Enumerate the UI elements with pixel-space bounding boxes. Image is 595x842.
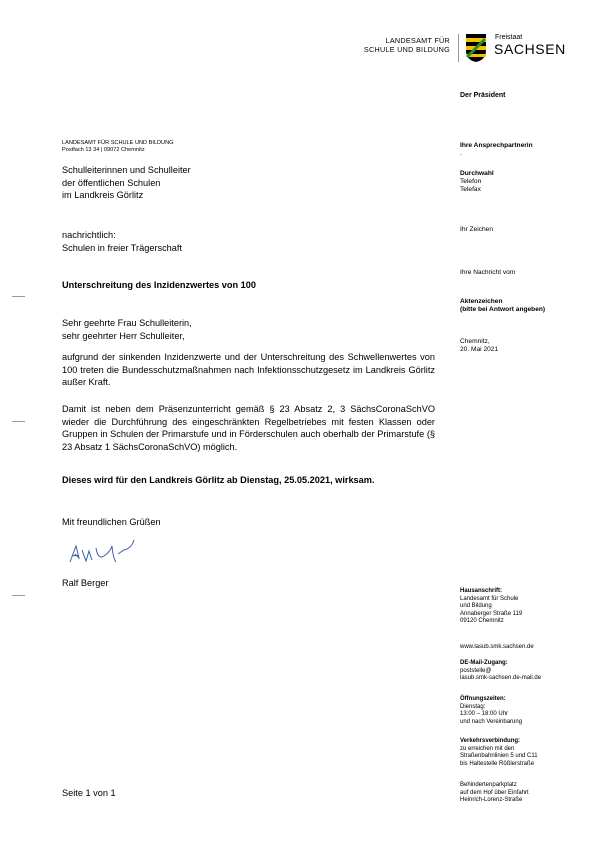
demail-block	[460, 660, 590, 683]
aktenzeichen-note: (bitte bei Antwort angeben)	[460, 306, 546, 313]
sender-line2: Postfach 13 34 | 09072 Chemnitz	[62, 147, 145, 153]
place-label: Chemnitz,	[460, 338, 490, 345]
transport-line: zu erreichen mit den	[460, 745, 515, 752]
hausanschrift-line: und Bildung	[460, 603, 492, 610]
letter-date: 20. Mai 2021	[460, 346, 499, 353]
date-block	[460, 338, 590, 354]
aktenzeichen-block	[460, 298, 590, 314]
aktenzeichen-label: Aktenzeichen	[460, 298, 503, 305]
parking-line: Behindertenparkplatz	[460, 782, 517, 788]
transport-block	[460, 738, 590, 768]
recipient-address	[62, 164, 191, 202]
body-paragraph-1: aufgrund der sinkenden Inzidenzwerte und der Unterschreitung des Schwellenwertes von 100 treten die Bundesschutzmaßnahmen nach Infektionsschutzgesetz im Landkreis Görlitz außer Kraft.	[62, 352, 435, 387]
demail-line[interactable]: lasub.smk-sachsen.de-mail.de	[460, 675, 542, 682]
hours-line: 13:00 – 18:00 Uhr	[460, 711, 509, 718]
demail-label: DE-Mail-Zugang:	[460, 660, 508, 666]
signer-name: Ralf Berger	[62, 578, 109, 588]
fold-mark	[12, 296, 25, 297]
cc-label: nachrichtlich:	[62, 230, 116, 240]
durchwahl-label: Durchwahl	[460, 170, 494, 177]
contact-label: Ihre Ansprechpartnerin	[460, 142, 533, 149]
phone-block	[460, 170, 590, 194]
agency-name-line1: LANDESAMT FÜR	[385, 36, 450, 45]
sender-line1: LANDESAMT FÜR SCHULE UND BILDUNG	[62, 140, 174, 146]
parking-line: Heinrich-Lorenz-Straße	[460, 797, 523, 804]
hours-label: Öffnungszeiten:	[460, 696, 506, 702]
sachsen-label: SACHSEN	[494, 41, 566, 57]
greeting	[62, 317, 192, 342]
hausanschrift-label: Hausanschrift:	[460, 588, 503, 594]
hours-line: und nach Vereinbarung	[460, 718, 523, 725]
demail-line[interactable]: poststelle@	[460, 667, 492, 674]
greeting-line: Sehr geehrte Frau Schulleiterin,	[62, 318, 192, 328]
greeting-line: sehr geehrter Herr Schulleiter,	[62, 330, 185, 341]
recipient-line: Schulleiterinnen und Schulleiter	[62, 165, 191, 175]
cc-block	[62, 229, 182, 254]
telefax-label: Telefax	[460, 186, 481, 193]
hausanschrift-line: Annaberger Straße 119	[460, 610, 523, 617]
address-block	[460, 588, 590, 626]
effective-date-notice: Dieses wird für den Landkreis Görlitz ab Dienstag, 25.05.2021, wirksam.	[62, 475, 375, 485]
sender-line	[62, 140, 173, 154]
hausanschrift-line: Landesamt für Schule	[460, 595, 519, 602]
president-title: Der Präsident	[460, 92, 506, 99]
agency-name-line2: SCHULE UND BILDUNG	[363, 45, 450, 54]
agency-name	[362, 36, 450, 54]
freistaat-label: Freistaat	[495, 34, 523, 41]
contact-value: .	[460, 150, 462, 157]
page-number: Seite 1 von 1	[62, 788, 116, 798]
saxony-coat-of-arms-icon	[465, 33, 487, 63]
closing-phrase: Mit freundlichen Grüßen	[62, 517, 161, 527]
transport-line: Straßenbahnlinien 5 und C11	[460, 753, 538, 760]
body-paragraph-2: Damit ist neben dem Präsenzunterricht gemäß § 23 Absatz 2, 3 SächsCoronaSchVO wieder die Durchführung des eingeschränkten Regelbetriebes mit festen Klassen oder Gruppen in Schulen der Primarstufe und in Förderschulen auch oberhalb der Primarstufe (§ 23 Absatz 1 SächsCoronaSchVO) möglich.	[62, 404, 435, 452]
opening-hours-block	[460, 696, 590, 726]
logo-divider	[458, 34, 459, 62]
hours-line: Dienstag:	[460, 703, 486, 710]
parking-line: auf dem Hof über Einfahrt	[460, 789, 529, 796]
ihr-zeichen-label: Ihr Zeichen	[460, 226, 493, 233]
cc-recipient: Schulen in freier Trägerschaft	[62, 242, 183, 253]
transport-line: bis Haltestelle Rößlerstraße	[460, 760, 535, 767]
transport-label: Verkehrsverbindung:	[460, 738, 521, 744]
recipient-line: im Landkreis Görlitz	[62, 190, 144, 200]
punch-mark	[12, 421, 25, 422]
fold-mark	[12, 595, 25, 596]
website-link[interactable]: www.lasub.smk.sachsen.de	[460, 644, 534, 650]
parking-block	[460, 782, 590, 805]
handwritten-signature	[66, 536, 142, 568]
telefon-label: Telefon	[460, 178, 482, 185]
recipient-line: der öffentlichen Schulen	[62, 177, 161, 188]
contact-block	[460, 142, 590, 158]
letter-subject: Unterschreitung des Inzidenzwertes von 100	[62, 280, 257, 290]
hausanschrift-line: 09120 Chemnitz	[460, 618, 504, 625]
ihre-nachricht-label: Ihre Nachricht vom	[460, 269, 516, 276]
